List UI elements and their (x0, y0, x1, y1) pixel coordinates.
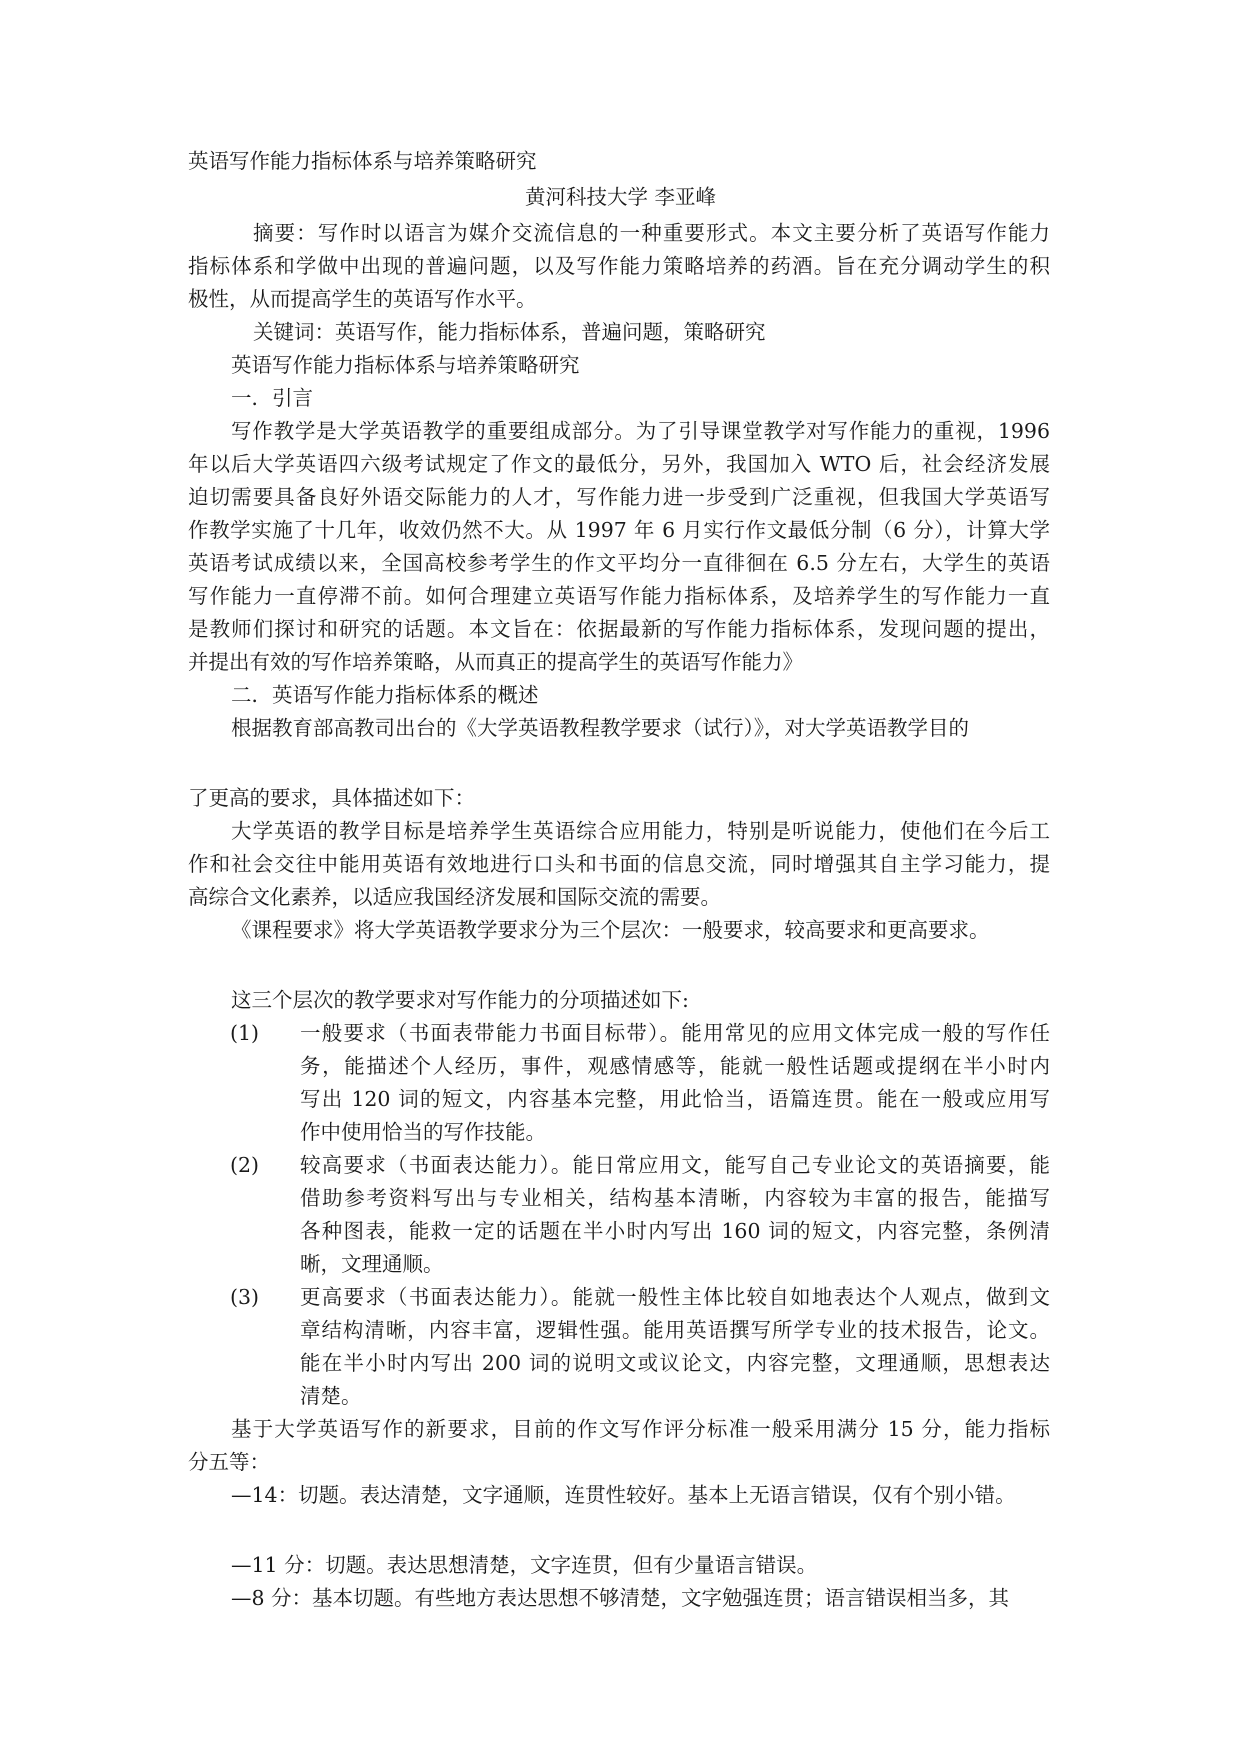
list-item-3-line-3: 能在半小时内写出 200 词的说明文或议论文，内容完整，文理通顺，思想表达 (300, 1351, 1050, 1375)
goal-line-1: 大学英语的教学目标是培养学生英语综合应用能力，特别是听说能力，使他们在今后工 (231, 819, 1050, 843)
scoring-line-1: 基于大学英语写作的新要求，目前的作文写作评分标准一般采用满分 15 分，能力指标 (231, 1417, 1050, 1441)
section1-heading: 一．引言 (231, 386, 313, 410)
list-item-1-line-4: 作中使用恰当的写作技能。 (300, 1120, 546, 1144)
keywords: 关键词：英语写作，能力指标体系，普遍问题，策略研究 (253, 320, 766, 344)
list-item-1-line-2: 务，能描述个人经历，事件，观感情感等，能就一般性话题或提纲在半小时内 (300, 1054, 1050, 1078)
levels-intro: 《课程要求》将大学英语教学要求分为三个层次：一般要求，较高要求和更高要求。 (231, 918, 990, 942)
list-item-2-line-4: 晰，文理通顺。 (300, 1252, 444, 1276)
section1-line-2: 年以后大学英语四六级考试规定了作文的最低分，另外，我国加入 WTO 后，社会经济发展 (188, 452, 1050, 476)
section1-line-5: 英语考试成绩以来，全国高校参考学生的作文平均分一直徘徊在 6.5 分左右，大学生的英语 (188, 551, 1050, 575)
scoring-line-2: 分五等： (188, 1450, 270, 1474)
abstract-line-1: 摘要：写作时以语言为媒介交流信息的一种重要形式。本文主要分析了英语写作能力 (253, 221, 1050, 245)
list-item-3-line-1: 更高要求（书面表达能力）。能就一般性主体比较自如地表达个人观点，做到文 (300, 1285, 1050, 1309)
abstract-line-2: 指标体系和学做中出现的普遍问题，以及写作能力策略培养的药酒。旨在充分调动学生的积 (188, 254, 1050, 278)
subtitle: 英语写作能力指标体系与培养策略研究 (231, 353, 580, 377)
list-item-1-line-3: 写出 120 词的短文，内容基本完整，用此恰当，语篇连贯。能在一般或应用写 (300, 1087, 1050, 1111)
section1-line-1: 写作教学是大学英语教学的重要组成部分。为了引导课堂教学对写作能力的重视，1996 (231, 419, 1050, 443)
section1-line-6: 写作能力一直停滞不前。如何合理建立英语写作能力指标体系，及培养学生的写作能力一直 (188, 584, 1050, 608)
levels-description: 这三个层次的教学要求对写作能力的分项描述如下: (231, 988, 689, 1012)
list-item-3-line-4: 清楚。 (300, 1384, 362, 1408)
doc-author: 黄河科技大学 李亚峰 (524, 185, 717, 209)
section1-line-4: 作教学实施了十几年，收效仍然不大。从 1997 年 6 月实行作文最低分制（6 分），计算大学 (188, 518, 1050, 542)
list-item-number: (1) (230, 1021, 260, 1045)
grade-14: —14：切题。表达清楚，文字通顺，连贯性较好。基本上无语言错误，仅有个别小错。 (231, 1483, 1016, 1507)
section2-intro: 根据教育部高教司出台的《大学英语教程教学要求（试行）》，对大学英语教学目的 (231, 716, 969, 740)
section1-line-3: 迫切需要具备良好外语交际能力的人才，写作能力进一步受到广泛重视，但我国大学英语写 (188, 485, 1050, 509)
section2-continuation: 了更高的要求，具体描述如下： (188, 786, 475, 810)
goal-line-3: 高综合文化素养，以适应我国经济发展和国际交流的需要。 (188, 885, 721, 909)
list-item-1-line-1: 一般要求（书面表带能力书面目标带）。能用常见的应用文体完成一般的写作任 (300, 1021, 1050, 1045)
section1-line-8: 并提出有效的写作培养策略，从而真正的提高学生的英语写作能力》 (188, 650, 803, 674)
section2-heading: 二．英语写作能力指标体系的概述 (231, 683, 539, 707)
section1-line-7: 是教师们探讨和研究的话题。本文旨在：依据最新的写作能力指标体系，发现问题的提出， (188, 617, 1050, 641)
doc-title: 英语写作能力指标体系与培养策略研究 (188, 149, 537, 173)
goal-line-2: 作和社会交往中能用英语有效地进行口头和书面的信息交流，同时增强其自主学习能力，提 (188, 852, 1050, 876)
list-item-2-line-3: 各种图表，能救一定的话题在半小时内写出 160 词的短文，内容完整，条例清 (300, 1219, 1050, 1243)
grade-8: —8 分：基本切题。有些地方表达思想不够清楚，文字勉强连贯；语言错误相当多，其 (231, 1586, 1010, 1610)
list-item-3-line-2: 章结构清晰，内容丰富，逻辑性强。能用英语撰写所学专业的技术报告，论文。 (300, 1318, 1050, 1342)
list-item-number: (2) (230, 1153, 260, 1177)
list-item-2-line-1: 较高要求（书面表达能力）。能日常应用文，能写自己专业论文的英语摘要，能 (300, 1153, 1050, 1177)
grade-11: —11 分：切题。表达思想清楚，文字连贯，但有少量语言错误。 (231, 1553, 818, 1577)
list-item-2-line-2: 借助参考资料写出与专业相关，结构基本清晰，内容较为丰富的报告，能描写 (300, 1186, 1050, 1210)
list-item-number: (3) (230, 1285, 260, 1309)
abstract-line-3: 极性，从而提高学生的英语写作水平。 (188, 287, 537, 311)
